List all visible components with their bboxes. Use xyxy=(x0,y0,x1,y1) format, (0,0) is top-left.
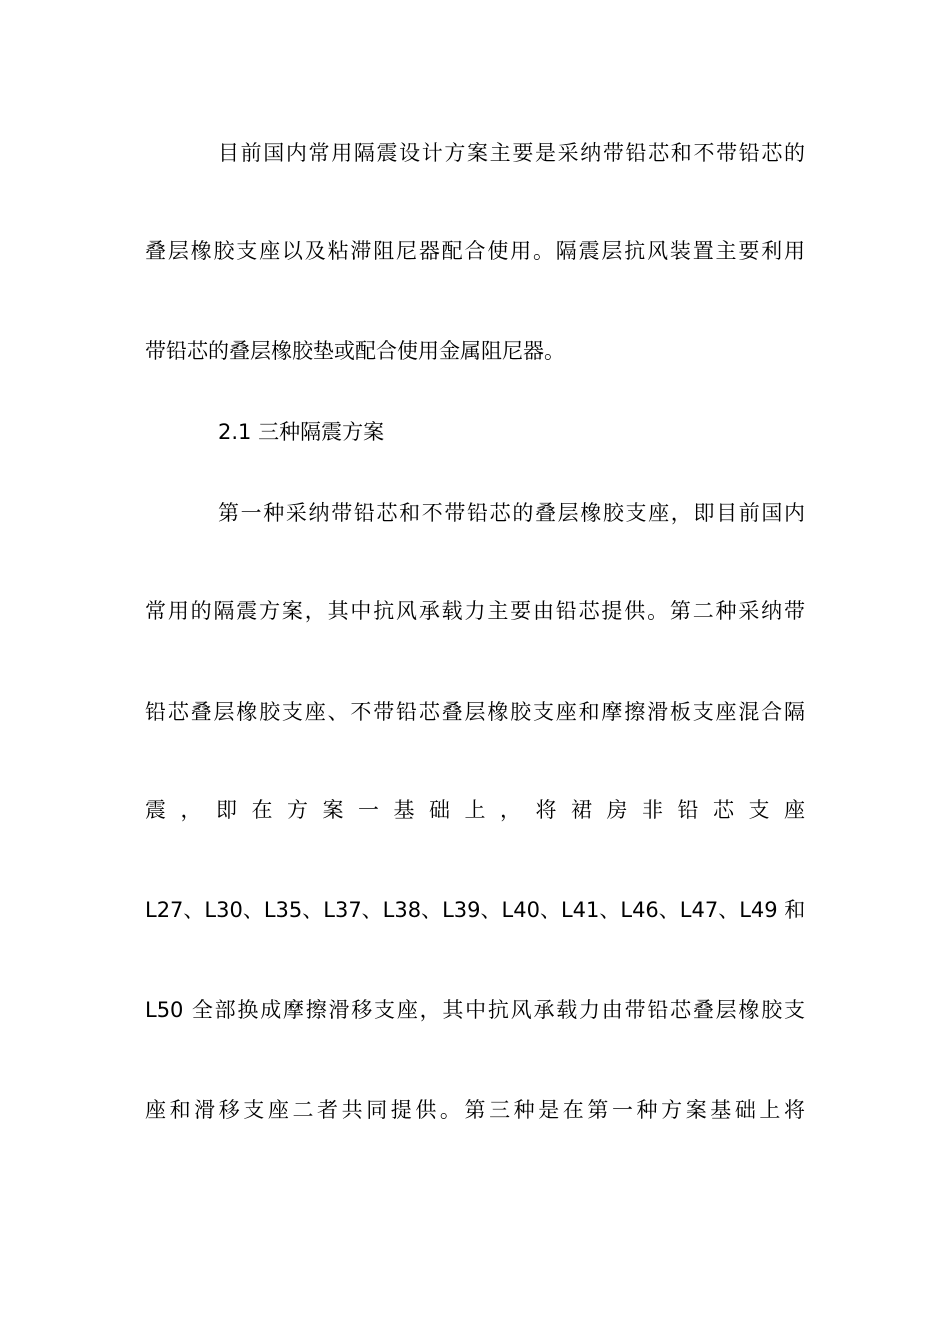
paragraph-2-line-5: L27、L30、L35、L37、L38、L39、L40、L41、L46、L47、L49 和 xyxy=(145,898,805,922)
paragraph-2-line-6: L50 全部换成摩擦滑移支座，其中抗风承载力由带铅芯叠层橡胶支 xyxy=(145,998,805,1022)
paragraph-1-line-3: 带铅芯的叠层橡胶垫或配合使用金属阻尼器。 xyxy=(145,339,565,363)
paragraph-2-line-7: 座和滑移支座二者共同提供。第三种是在第一种方案基础上将 xyxy=(145,1098,805,1122)
paragraph-2-line-1: 第一种采纳带铅芯和不带铅芯的叠层橡胶支座，即目前国内 xyxy=(218,501,805,525)
paragraph-2-line-3: 铅芯叠层橡胶支座、不带铅芯叠层橡胶支座和摩擦滑板支座混合隔 xyxy=(145,700,805,724)
paragraph-2-line-4: 震，即在方案一基础上，将裙房非铅芯支座 xyxy=(145,798,805,822)
paragraph-1-line-1: 目前国内常用隔震设计方案主要是采纳带铅芯和不带铅芯的 xyxy=(218,141,805,165)
paragraph-1-line-2: 叠层橡胶支座以及粘滞阻尼器配合使用。隔震层抗风装置主要利用 xyxy=(145,239,805,263)
section-heading: 2.1 三种隔震方案 xyxy=(218,420,385,444)
paragraph-2-line-2: 常用的隔震方案，其中抗风承载力主要由铅芯提供。第二种采纳带 xyxy=(145,599,805,623)
